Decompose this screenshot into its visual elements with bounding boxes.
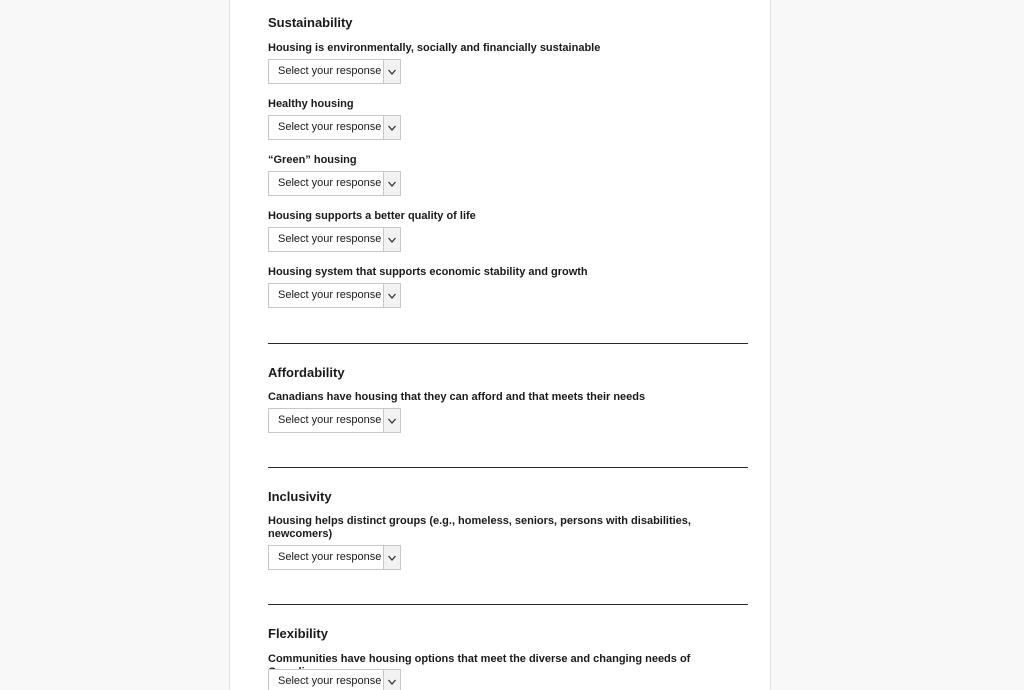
- select-value: Select your response: [278, 414, 382, 426]
- response-select-housing-options[interactable]: [268, 669, 401, 690]
- select-value: Select your response: [278, 65, 382, 77]
- response-select-affordable-housing[interactable]: [268, 408, 401, 433]
- response-select-quality-of-life[interactable]: [268, 227, 401, 252]
- chevron-down-icon[interactable]: [383, 284, 400, 307]
- section-divider: [268, 604, 748, 605]
- chevron-down-icon[interactable]: [383, 172, 400, 195]
- question-label-housing-options: Communities have housing options that meet the diverse and changing needs of: [268, 653, 691, 665]
- question-label-economic-stability: Housing system that supports economic stability and growth: [268, 266, 588, 278]
- section-title-affordability: Affordability: [268, 365, 345, 380]
- select-value: Select your response: [278, 675, 382, 687]
- response-select-economic-stability[interactable]: [268, 283, 401, 308]
- chevron-down-icon[interactable]: [383, 409, 400, 432]
- chevron-down-icon[interactable]: [383, 670, 400, 690]
- chevron-down-icon[interactable]: [383, 60, 400, 83]
- response-select-green-housing[interactable]: [268, 171, 401, 196]
- chevron-down-icon[interactable]: [383, 116, 400, 139]
- question-label-sustainable-housing: Housing is environmentally, socially and financially sustainable: [268, 42, 601, 54]
- section-title-inclusivity: Inclusivity: [268, 489, 332, 504]
- section-title-sustainability: Sustainability: [268, 15, 353, 30]
- question-label-distinct-groups: Housing helps distinct groups (e.g., homeless, seniors, persons with disabilities, newcomers): [268, 515, 691, 540]
- select-value: Select your response: [278, 551, 382, 563]
- question-label-affordable-housing: Canadians have housing that they can afford and that meets their needs: [268, 391, 646, 403]
- question-label-healthy-housing: Healthy housing: [268, 98, 354, 110]
- survey-form-card: [229, 0, 771, 690]
- response-select-distinct-groups[interactable]: [268, 545, 401, 570]
- section-divider: [268, 343, 748, 344]
- question-label-quality-of-life: Housing supports a better quality of life: [268, 210, 476, 222]
- select-value: Select your response: [278, 121, 382, 133]
- section-divider: [268, 467, 748, 468]
- section-title-flexibility: Flexibility: [268, 626, 328, 641]
- response-select-sustainable-housing[interactable]: [268, 59, 401, 84]
- response-select-healthy-housing[interactable]: [268, 115, 401, 140]
- question-label-green-housing: “Green” housing: [268, 154, 357, 166]
- chevron-down-icon[interactable]: [383, 546, 400, 569]
- select-value: Select your response: [278, 233, 382, 245]
- select-value: Select your response: [278, 177, 382, 189]
- select-value: Select your response: [278, 289, 382, 301]
- chevron-down-icon[interactable]: [383, 228, 400, 251]
